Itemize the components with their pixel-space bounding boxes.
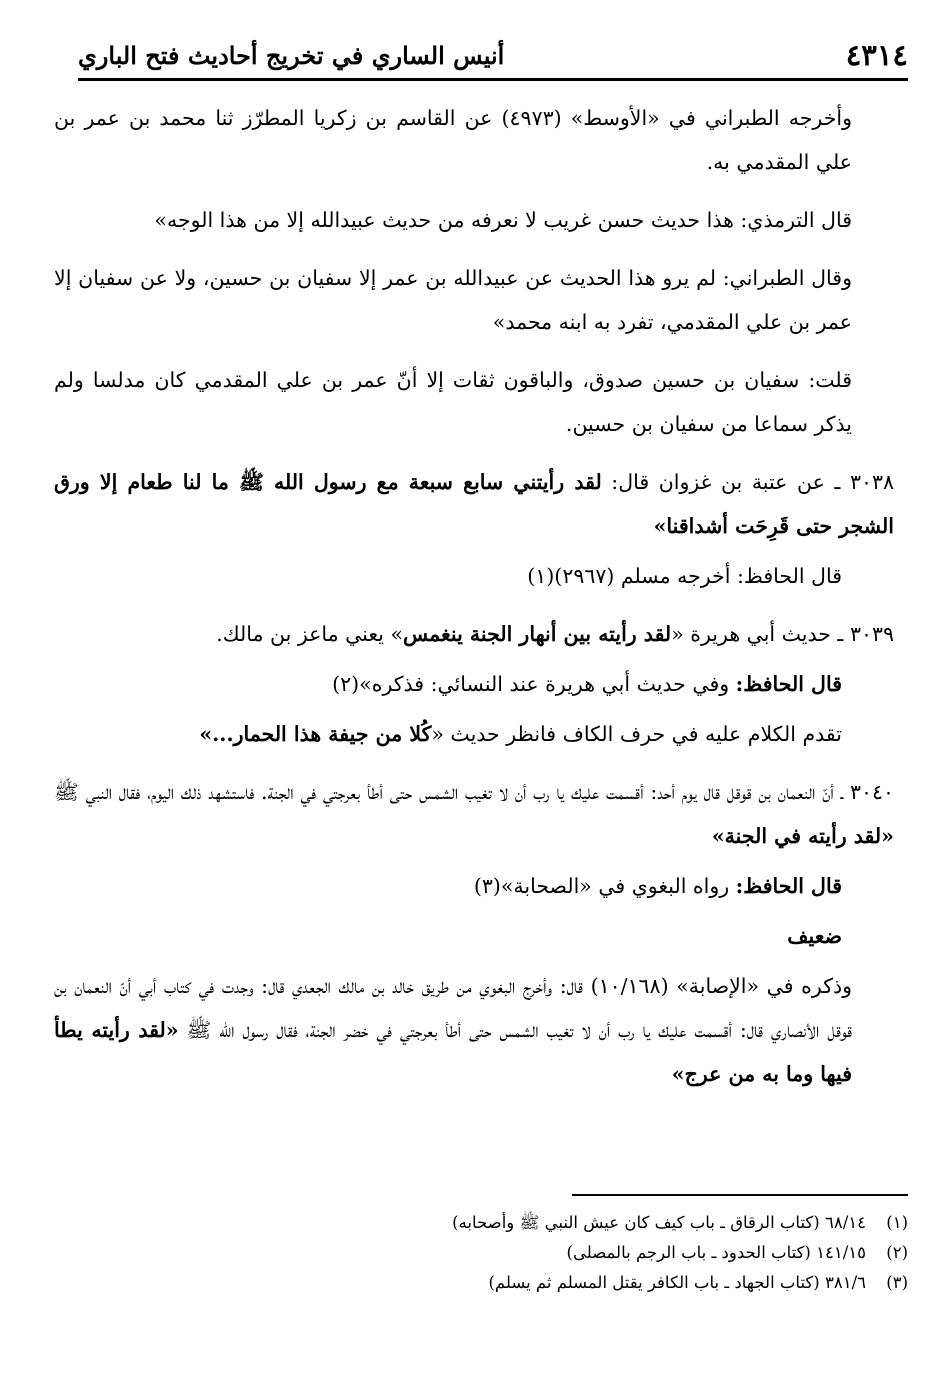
footnote — [54, 1238, 908, 1268]
discussion-hadith: «لقد رأيته يطأ فيها وما به من عرج» — [54, 1018, 852, 1086]
page-header — [78, 32, 908, 81]
footnote-number: (٣) — [886, 1273, 908, 1292]
footnote-number: (١) — [886, 1213, 908, 1232]
hadith-3038 — [54, 460, 894, 548]
footnotes — [54, 1208, 908, 1298]
footnote-text: ٦٨/١٤ (كتاب الرقاق ـ باب كيف كان عيش النبي ﷺ وأصحابه) — [452, 1213, 866, 1232]
paragraph: قال الترمذي: هذا حديث حسن غريب لا نعرفه من حديث عبيدالله إلا من هذا الوجه» — [154, 208, 852, 232]
hadith-tail: » يعني ماعز بن مالك. — [216, 622, 404, 646]
note-label: قال الحافظ: — [735, 672, 842, 696]
discussion — [54, 964, 894, 1096]
hadith-text: «لقد رأيته في الجنة» — [711, 824, 894, 848]
page-number: ٤٣١٤ — [845, 38, 908, 72]
hadith-3039 — [54, 612, 894, 656]
discussion-text: وذكره في «الإصابة» (١٠/١٦٨) قال: وأخرج البغوي من طريق خالد بن مالك الجعدي قال: وجدت في كتاب أبي أنّ النعمان بن قوقل الأنصاري قال: أقسمت عليك يا رب أن لا تغيب الشمس حتى أطأ بعرجتي في خضر الجنة، فقال رسول الله ﷺ — [54, 974, 853, 1042]
footnote — [54, 1208, 908, 1238]
hadith-lead: ٣٠٣٩ ـ حديث أبي هريرة « — [671, 622, 894, 646]
footnote-text: ١٤١/١٥ (كتاب الحدود ـ باب الرجم بالمصلى) — [566, 1243, 866, 1262]
hadith-lead: ٣٠٤٠ ـ أنّ النعمان بن قوقل قال يوم أحد: أقسمت عليك يا رب أن لا تغيب الشمس حتى أطأ بعرجتي في الجنة. فاستشهد ذلك اليوم، فقال النبي ﷺ — [54, 780, 894, 804]
hadith-text: لقد رأيتني سابع سبعة مع رسول الله ﷺ ما لنا طعام إلا ورق الشجر حتى قَرِحَت أشداقنا» — [54, 470, 894, 538]
hadith-text: لقد رأيته بين أنهار الجنة ينغمس — [403, 622, 672, 646]
hafiz-note: قال الحافظ: أخرجه مسلم (٢٩٦٧)(١) — [527, 564, 842, 588]
paragraph: وأخرجه الطبراني في «الأوسط» (٤٩٧٣) عن القاسم بن زكريا المطرّز ثنا محمد بن عمر بن علي المقدمي به. — [54, 106, 852, 174]
hafiz-note — [54, 864, 894, 908]
paragraph: قلت: سفيان بن حسين صدوق، والباقون ثقات إلا أنّ عمر بن علي المقدمي كان مدلسا ولم يذكر سماعا من سفيان بن حسين. — [54, 368, 852, 436]
running-title: أنيس الساري في تخريج أحاديث فتح الباري — [78, 40, 505, 70]
footnote-text: ٣٨١/٦ (كتاب الجهاد ـ باب الكافر يقتل المسلم ثم يسلم) — [488, 1273, 866, 1292]
ref-hadith: كُلا من جيفة هذا الحمار...» — [199, 722, 432, 746]
footnote-separator — [572, 1194, 908, 1196]
footnote-number: (٢) — [886, 1243, 908, 1262]
cross-reference — [54, 712, 894, 756]
hadith-lead: ٣٠٣٨ ـ عن عتبة بن غزوان قال: — [601, 470, 894, 494]
note-label: قال الحافظ: — [735, 874, 842, 898]
note-text: رواه البغوي في «الصحابة»(٣) — [473, 874, 736, 898]
footnote — [54, 1268, 908, 1298]
hadith-3040 — [54, 770, 894, 858]
hafiz-note — [54, 662, 894, 706]
note-text: وفي حديث أبي هريرة عند النسائي: فذكره»(٢) — [332, 672, 736, 696]
paragraph: وقال الطبراني: لم يرو هذا الحديث عن عبيدالله بن عمر إلا سفيان بن حسين، ولا عن سفيان إلا عمر بن علي المقدمي، تفرد به ابنه محمد» — [54, 266, 852, 334]
page-body — [54, 96, 894, 1102]
grade-label: ضعيف — [787, 924, 842, 948]
ref-lead: تقدم الكلام عليه في حرف الكاف فانظر حديث « — [431, 722, 842, 746]
